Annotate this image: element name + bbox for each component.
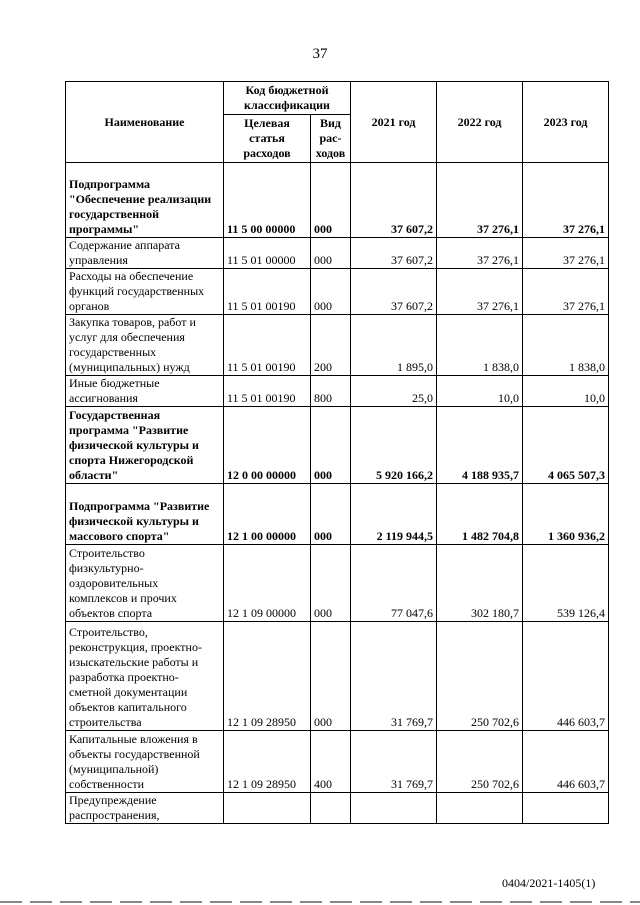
header-expense-type: Вид рас-ходов [311, 115, 351, 163]
cell-expense-type [311, 793, 351, 824]
page-number: 37 [312, 46, 328, 62]
cell-2022: 37 276,1 [437, 238, 523, 269]
table-row [66, 545, 609, 622]
cell-name: Иные бюджетные ассигнования [66, 376, 224, 407]
cell-target-article [224, 793, 311, 824]
cell-2023: 1 838,0 [523, 315, 609, 376]
table-row [66, 484, 609, 545]
cell-expense-type: 200 [311, 315, 351, 376]
cell-2021: 2 119 944,5 [351, 484, 437, 545]
cell-2021: 1 895,0 [351, 315, 437, 376]
cell-name: Расходы на обеспечение функций государственных органов [66, 269, 224, 315]
cell-2022 [437, 793, 523, 824]
cell-target-article: 12 1 09 00000 [224, 545, 311, 622]
cell-2021: 37 607,2 [351, 269, 437, 315]
scan-edge-line [0, 901, 640, 903]
table-header [66, 82, 609, 163]
table-body [66, 163, 609, 824]
cell-2023: 37 276,1 [523, 163, 609, 238]
cell-2021: 25,0 [351, 376, 437, 407]
header-2023: 2023 год [523, 82, 609, 163]
cell-expense-type: 000 [311, 407, 351, 484]
table-row [66, 238, 609, 269]
cell-target-article: 12 1 09 28950 [224, 731, 311, 793]
cell-2023: 37 276,1 [523, 238, 609, 269]
cell-2021: 77 047,6 [351, 545, 437, 622]
cell-2021: 5 920 166,2 [351, 407, 437, 484]
cell-target-article: 11 5 01 00190 [224, 315, 311, 376]
cell-2022: 250 702,6 [437, 622, 523, 731]
table-row [66, 793, 609, 824]
cell-target-article: 11 5 01 00000 [224, 238, 311, 269]
cell-2022: 1 838,0 [437, 315, 523, 376]
cell-2023 [523, 793, 609, 824]
cell-2021: 31 769,7 [351, 622, 437, 731]
table-row [66, 622, 609, 731]
table-row [66, 376, 609, 407]
header-target-article: Целевая статья расходов [224, 115, 311, 163]
cell-name: Строительство, реконструкция, проектно-изыскательские работы и разработка проектно-сметной документации объектов капитального строительства [66, 622, 224, 731]
cell-name: Подпрограмма "Обеспечение реализации государственной программы" [66, 163, 224, 238]
cell-2023: 446 603,7 [523, 731, 609, 793]
cell-2023: 10,0 [523, 376, 609, 407]
cell-expense-type: 800 [311, 376, 351, 407]
cell-expense-type: 000 [311, 238, 351, 269]
cell-expense-type: 000 [311, 163, 351, 238]
cell-expense-type: 000 [311, 269, 351, 315]
header-2022: 2022 год [437, 82, 523, 163]
table-row [66, 269, 609, 315]
cell-target-article: 11 5 00 00000 [224, 163, 311, 238]
header-code-group: Код бюджетной классификации [224, 82, 351, 115]
cell-2022: 10,0 [437, 376, 523, 407]
cell-name: Подпрограмма "Развитие физической культуры и массового спорта" [66, 484, 224, 545]
cell-2023: 446 603,7 [523, 622, 609, 731]
cell-2021 [351, 793, 437, 824]
cell-2022: 4 188 935,7 [437, 407, 523, 484]
cell-expense-type: 000 [311, 622, 351, 731]
cell-2022: 302 180,7 [437, 545, 523, 622]
cell-2021: 37 607,2 [351, 238, 437, 269]
cell-2022: 37 276,1 [437, 269, 523, 315]
cell-2023: 37 276,1 [523, 269, 609, 315]
cell-target-article: 12 1 09 28950 [224, 622, 311, 731]
cell-name: Государственная программа "Развитие физической культуры и спорта Нижегородской области" [66, 407, 224, 484]
header-2021: 2021 год [351, 82, 437, 163]
cell-2021: 37 607,2 [351, 163, 437, 238]
table-row [66, 163, 609, 238]
cell-2023: 539 126,4 [523, 545, 609, 622]
cell-name: Содержание аппарата управления [66, 238, 224, 269]
cell-expense-type: 000 [311, 545, 351, 622]
table-row [66, 315, 609, 376]
cell-2023: 1 360 936,2 [523, 484, 609, 545]
cell-name: Строительство физкультурно-оздоровительных комплексов и прочих объектов спорта [66, 545, 224, 622]
table-row [66, 731, 609, 793]
cell-name: Капитальные вложения в объекты государственной (муниципальной) собственности [66, 731, 224, 793]
cell-2022: 250 702,6 [437, 731, 523, 793]
cell-target-article: 12 0 00 00000 [224, 407, 311, 484]
cell-2022: 1 482 704,8 [437, 484, 523, 545]
cell-2021: 31 769,7 [351, 731, 437, 793]
cell-expense-type: 400 [311, 731, 351, 793]
cell-target-article: 11 5 01 00190 [224, 376, 311, 407]
cell-target-article: 11 5 01 00190 [224, 269, 311, 315]
cell-expense-type: 000 [311, 484, 351, 545]
cell-name: Предупреждение распространения, [66, 793, 224, 824]
budget-table [65, 81, 609, 824]
header-name: Наименование [66, 82, 224, 163]
cell-2022: 37 276,1 [437, 163, 523, 238]
cell-name: Закупка товаров, работ и услуг для обеспечения государственных (муниципальных) нужд [66, 315, 224, 376]
cell-2023: 4 065 507,3 [523, 407, 609, 484]
cell-target-article: 12 1 00 00000 [224, 484, 311, 545]
document-code: 0404/2021-1405(1) [502, 876, 596, 890]
table-row [66, 407, 609, 484]
